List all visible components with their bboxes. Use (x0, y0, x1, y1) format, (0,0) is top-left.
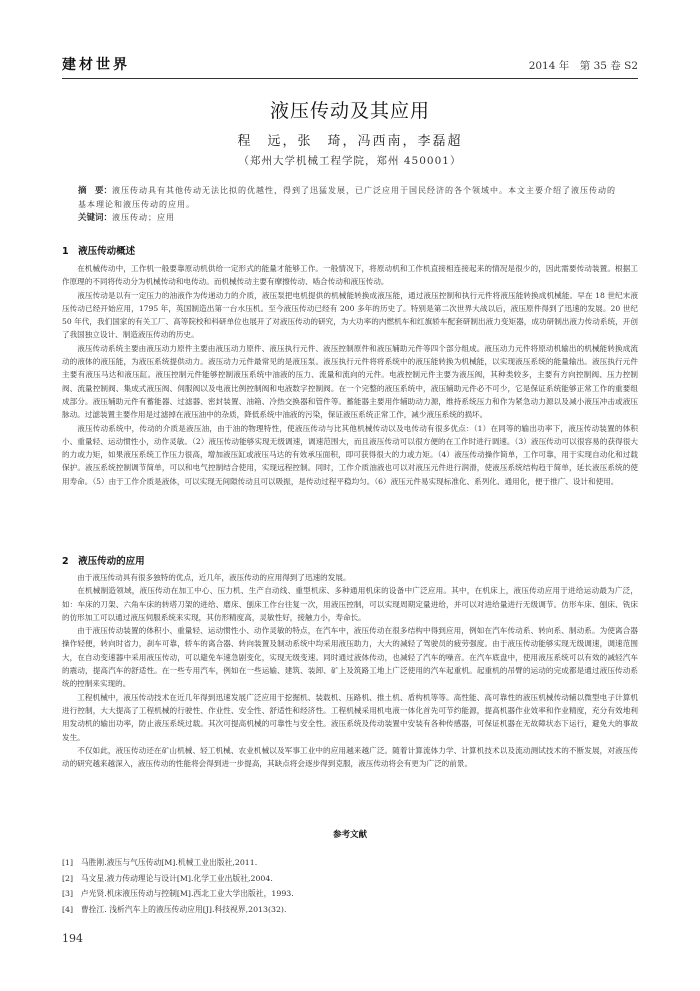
section-body-overview (62, 262, 638, 488)
references-list (62, 855, 638, 918)
paragraph: 不仅如此，液压传动还在矿山机械、轻工机械、农业机械以及军事工业中的应用越来越广泛。随着计算流体力学、计算机技术以及流动测试技术的不断发展，对液压传动的研究越来越深入，液压传动的性能将会得到进一步提高，其缺点将会逐步得到克服，液压传动将会有更为广泛的前景。 (62, 745, 638, 769)
paragraph: 液压传动是以有一定压力的油液作为传递动力的介质，液压泵把电机提供的机械能转换成液压能，通过液压控制和执行元件将液压能转换成机械能。早在 18 世纪末液压传动已经开始应用，1795 年，英国制造出第一台水压机。至今液压传动已经有 200 多年的历史了。特别是第二次世界大战以后，液压原件得到了迅速的发展。20 世纪 50 年代，我们国家的有关工厂、高等院校和科研单位也展开了对液压传动的研究，为大功率的内燃机车和红旗轿车配套研制出液力变矩器，成功研制出液力传动系统，开创了我国独立设计、制造液压传动的历史。 (62, 290, 638, 340)
keywords (78, 212, 622, 224)
paragraph: 在机械制造领域，液压传动在加工中心、压力机、生产自动线、重型机床、多种通用机床的设备中广泛应用。其中，在机床上，液压传动应用于进给运动最为广泛，如：车床的刀架、六角车床的转塔刀架的进给、磨床、刨床工作台往复一次，用液压控制，可以实现周期定量进给，并可以对进给量进行无级调节。仿形车床、刨床、铣床的仿形加工可以通过液压伺服系统来实现，其仿形精度高，灵敏性好，接触力小，寿命长。 (62, 586, 638, 622)
section-body-applications (62, 571, 638, 770)
journal-header (62, 52, 638, 79)
abstract (78, 184, 622, 211)
issue-info: 2014 年 第 35 卷 S2 (528, 60, 638, 72)
page-number: 194 (62, 932, 83, 945)
reference-item: [1] 马胜刚.液压与气压传动[M].机械工业出版社,2011. (62, 858, 258, 867)
reference-item: [4] 曹拴江. 浅析汽车上的液压传动应用[J].科技视界,2013(32). (62, 905, 287, 915)
paragraph: 由于液压传动具有很多独特的优点，近几年，液压传动的应用得到了迅速的发展。 (77, 573, 351, 582)
paragraph: 液压传动系统主要由液压动力原件主要由液压动力原件、液压执行元件、液压控制原件和液压辅助元件等四个部分组成。液压动力元件将原动机输出的机械能转换成流动的液体的液压能，为液压系统提供动力。液压动力元件最常见的是液压泵。液压执行元件将将系统中的液压能转换为机械能，以实现液压系统的能量输出。液压执行元件主要有液压马达和液压缸。液压控制元件能够控制液压系统中油液的压力、流量和流向的元件。电液控制元件主要为液压阀，其种类较多，主要有方向控制阀、压力控制阀、流量控制阀、集成式液压阀、伺服阀以及电液比例控制阀和电液数字控制阀。在一个完整的液压系统中，液压辅助元件必不可少，它是保证系统能够正常工作的重要组成部分。液压辅助元件有蓄能器、过滤器、密封装置、油箱、冷热交换器和管件等。蓄能器主要用作辅助动力源，维持系统压力和作为紧急动力源以及减小液压冲击或液压脉动。过滤装置主要作用是过滤掉在液压油中的杂质，降低系统中油液的污染，保证液压系统正常工作，减少液压系统的损坏。 (62, 343, 638, 420)
article-authors: 程 远，张 琦，冯西南，李磊超 (237, 134, 463, 149)
paragraph: 工程机械中，液压传动技术在近几年得到迅速发展广泛应用于挖掘机、装载机、压路机、推土机、盾构机等等。高性能、高可靠性的液压机械传动辅以微型电子计算机进行控制，大大提高了工程机械的行驶性、作业性、安全性、舒适性和经济性。工程机械采用机电液一体化首先可节约能源，提高机器作业效率和作业精度，充分有效地利用发动机的输出功率，防止液压系统过载。其次可提高机械的可靠性与安全性。液压系统及传动装置中安装有各种传感器，可保证机器在无故障状态下运行，避免大的事故发生。 (62, 692, 638, 742)
paragraph: 在机械传动中，工作机一般要靠原动机供给一定形式的能量才能够工作。一般情况下，将原动机和工作机直接相连接起来的情况是很少的，因此需要传动装置。根据工作原理的不同将传动分为机械传动和电传动。而机械传动主要有摩擦传动、啮合传动和液压传动。 (62, 264, 638, 287)
section-heading-overview: 1 液压传动概述 (62, 246, 136, 257)
references-title: 参考文献 (332, 830, 367, 840)
keywords-label: 关键词： (78, 213, 113, 223)
reference-item: [3] 卢光贤.机床液压传动与控制[M].西北工业大学出版社，1993. (62, 889, 294, 899)
keywords-text: 液压传动；应用 (112, 213, 176, 222)
paragraph: 由于液压传动装置的体积小、重量轻、运动惯性小、动作灵敏的特点，在汽车中，液压传动在很多结构中得到应用，例如在汽车传动系、转向系、制动系。为使离合器操作轻便，转向时省力，刹车可靠，轿车的离合器、转向装置及制动系统中均采用液压助力，大大的减轻了驾驶员的疲劳强度。由于液压传动能够实现无级调速，调速范围大，在自动变速器中采用液压传动，可以避免车速急剧变化，实现无级变速。同时通过液体传动，也减轻了汽车的噪音。在汽车底盘中，使用液压系统可以有效的减轻汽车的震动，提高汽车的舒适性。在一些专用汽车，例如在一些运输、建筑、装卸、矿上及筑路工地上广泛使用的汽车起重机。起重机的吊臂的运动的完成都是通过液压传动系统的控制来实现的。 (62, 626, 638, 689)
section-heading-applications: 2 液压传动的应用 (62, 556, 145, 567)
journal-name: 建材世界 (62, 57, 130, 73)
article-title: 液压传动及其应用 (269, 100, 430, 122)
abstract-label: 摘 要： (78, 186, 113, 196)
reference-item: [2] 马文星.液力传动理论与设计[M].化学工业出版社,2004. (62, 873, 273, 883)
author-affiliation: （郑州大学机械工程学院，郑州 450001） (238, 155, 462, 167)
abstract-text: 液压传动具有其他传动无法比拟的优越性，得到了迅猛发展，已广泛应用于国民经济的各个领域中。本文主要介绍了液压传动的基本理论和液压传动的应用。 (78, 186, 617, 209)
paragraph: 液压传动系统中，传动的介质是液压油，由于油的物理特性，使液压传动与比其他机械传动以及电传动有很多优点：（1）在同等的输出功率下，液压传动装置的体积小、重量轻、运动惯性小，动作灵敏。（2）液压传动能够实现无级调速，调速范围大，而且液压传动可以很方便的在工作时进行调速。（3）液压传动可以很容易的获得很大的力或力矩，如果液压系统工作压力很高，增加液压缸或液压马达的有效承压面积，即可获得很大的力或力矩。（4）液压传动操作简单，工作可靠，用于实现自动化和过载保护。液压系统控制调节简单，可以和电气控制结合使用，实现远程控制。同时，工作介质油液也可以对液压元件进行润滑，使液压系统结构趋于简单，延长液压系统的使用寿命。（5）由于工作介质是液体，可以实现无间隙传动且可以吸振，是传动过程平稳均匀。（6）液压元件易实现标准化、系列化、通用化，便于推广、设计和使用。 (62, 423, 638, 486)
